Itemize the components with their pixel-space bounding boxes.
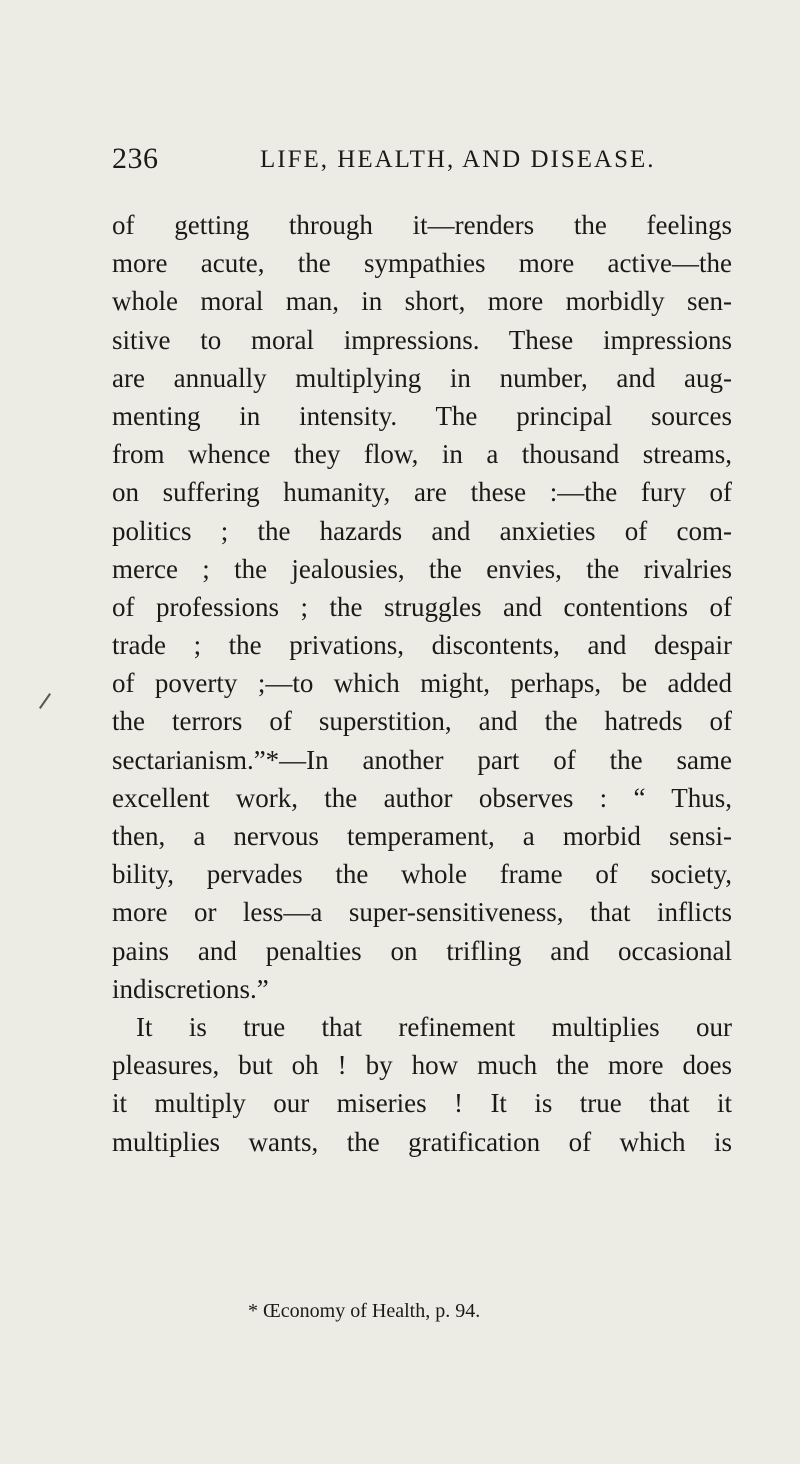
text-line: merce ; the jealousies, the envies, the rivalries <box>112 553 732 584</box>
text-line: more or less—a super-sensitiveness, that inflicts <box>112 897 732 928</box>
text-line: trade ; the privations, discontents, and despair <box>112 630 732 661</box>
page-number: 236 <box>112 142 159 175</box>
text-line: menting in intensity. The principal sources <box>112 400 732 431</box>
text-line: are annually multiplying in number, and aug- <box>112 362 732 393</box>
footnote: * Œconomy of Health, p. 94. <box>248 1300 481 1322</box>
text-line: of poverty ;—to which might, perhaps, be added <box>112 668 732 699</box>
text-line: multiplies wants, the gratification of which is <box>112 1126 732 1157</box>
text-line: the terrors of superstition, and the hatreds of <box>112 706 732 737</box>
text-line: bility, pervades the whole frame of society, <box>112 859 732 890</box>
text-line: on suffering humanity, are these :—the fury of <box>112 477 732 508</box>
text-line: it multiply our miseries ! It is true that it <box>112 1088 732 1119</box>
running-head: LIFE, HEALTH, AND DISEASE. <box>260 146 656 173</box>
text-line: It is true that refinement multiplies our <box>136 1011 732 1042</box>
text-line: whole moral man, in short, more morbidly sen- <box>112 286 732 317</box>
text-line: more acute, the sympathies more active—the <box>112 248 732 279</box>
text-line: then, a nervous temperament, a morbid sensi- <box>112 821 732 851</box>
text-line: indiscretions.” <box>112 973 269 1004</box>
page-header <box>112 140 732 190</box>
text-line: pleasures, but oh ! by how much the more does <box>112 1050 732 1081</box>
text-line: sectarianism.”*—In another part of the same <box>112 744 732 775</box>
text-line: politics ; the hazards and anxieties of com- <box>112 515 732 546</box>
text-line: excellent work, the author observes : “ Thus, <box>112 782 732 813</box>
text-line: of getting through it—renders the feelings <box>112 210 732 240</box>
body-text <box>112 206 732 1161</box>
text-line: sitive to moral impressions. These impressions <box>112 324 732 355</box>
text-line: pains and penalties on trifling and occasional <box>112 935 732 966</box>
stray-mark <box>39 693 51 709</box>
text-line: from whence they flow, in a thousand streams, <box>112 439 732 470</box>
text-line: of professions ; the struggles and contentions of <box>112 591 732 622</box>
